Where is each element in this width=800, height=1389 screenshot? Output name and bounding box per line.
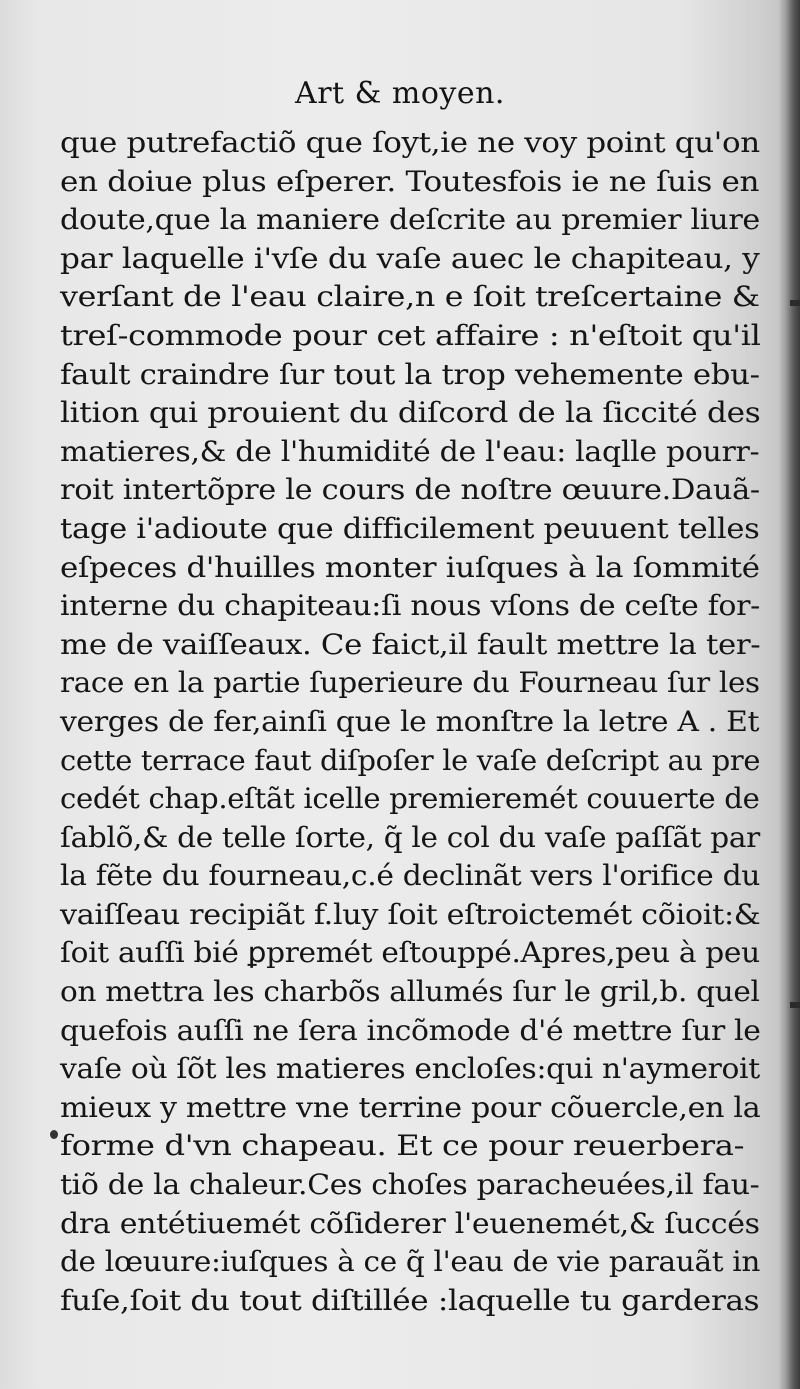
text-line: cedét chap.eſtãt icelle premieremét couuerte de (60, 782, 760, 816)
text-line: cette terrace faut diſpoſer le vaſe deſcript au pre (60, 743, 761, 777)
text-line: race en la partie ſuperieure du Fourneau ſur les (60, 666, 760, 700)
text-line: quefois auſſi ne ſera incõmode d'é mettre ſur le (60, 1013, 761, 1047)
text-line: on mettra les charbõs allumés ſur le gril,b. quel (60, 975, 760, 1009)
text-line: fuſe,ſoit du tout diſtillée :laquelle tu garderas (60, 1283, 760, 1317)
text-line: vaiſſeau recipiãt f.luy ſoit eſtroictemét cõioit:& (60, 897, 761, 931)
text-line: forme d'vn chapeau. Et ce pour reuerbera- (60, 1129, 745, 1163)
text-line: eſpeces d'huilles monter iuſques à la ſommité (60, 550, 760, 584)
text-line: tiõ de la chaleur.Ces choſes paracheuées,il fau- (60, 1168, 760, 1202)
text-line: roit intertõpre le cours de noſtre œuure.Dauã- (60, 473, 760, 507)
text-line: matieres,& de l'humidité de l'eau: laqlle pourr- (60, 434, 760, 468)
text-line: en doiue plus eſperer. Toutesfois ie ne ſuis en (60, 164, 760, 198)
text-line: vaſe où ſõt les matieres encloſes:qui n'aymeroit (60, 1052, 760, 1086)
ink-speck (50, 1130, 58, 1139)
text-line: verſant de l'eau claire,n e ſoit treſcertaine & (60, 280, 760, 314)
text-line: par laquelle i'vſe du vaſe auec le chapiteau, y (60, 241, 760, 275)
text-line: fault craindre ſur tout la trop vehemente ebu- (60, 357, 760, 391)
text-line: treſ-commode pour cet affaire : n'eſtoit qu'il (60, 318, 761, 352)
running-head: Art & moyen. (295, 76, 505, 111)
text-line: la fẽte du fourneau,c.é declinãt vers l'orifice du (60, 859, 761, 893)
text-line: ſoit auſſi bié ꝑpremét eſtouppé.Apres,peu à peu (60, 936, 760, 970)
text-line: ſablõ,& de telle ſorte, q̃ le col du vaſe paſſãt par (60, 820, 760, 854)
text-line: dra entétiuemét cõſiderer l'euenemét,& ſuccés (60, 1206, 760, 1240)
body-text (60, 124, 775, 1320)
text-line: me de vaiſſeaux. Ce faict,il fault mettre la ter- (60, 627, 761, 661)
text-line: interne du chapiteau:ſi nous vſons de ceſte for- (60, 589, 760, 623)
text-line: tage i'adioute que difficilement peuuent telles (60, 511, 760, 545)
text-line: mieux y mettre vne terrine pour cõuercle,en la (60, 1090, 761, 1124)
text-line: lition qui prouient du diſcord de la ſiccité des (60, 396, 761, 430)
text-line: verges de fer,ainſi que le monſtre la letre A . Et (60, 704, 760, 738)
text-line: de lœuure:iuſques à ce q̃ l'eau de vie parauãt in (60, 1245, 761, 1279)
text-line: doute,que la maniere deſcrite au premier liure (60, 203, 761, 237)
text-line: que putrefactiõ que ſoyt,ie ne voy point qu'on (60, 126, 760, 159)
